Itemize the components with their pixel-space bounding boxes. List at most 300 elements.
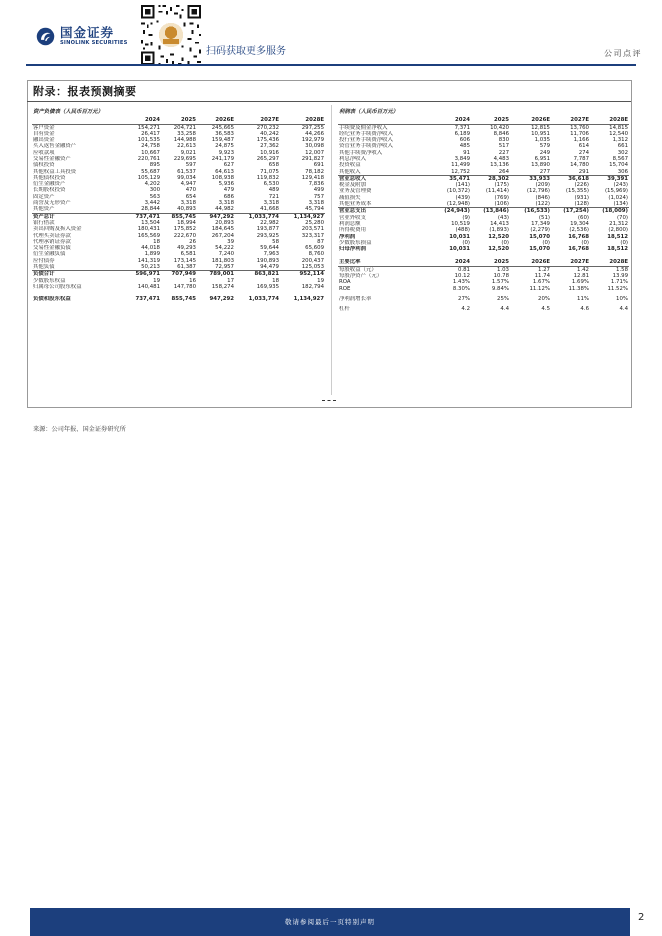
row-value: 54,222	[215, 245, 234, 252]
row-value: (2,536)	[569, 227, 589, 234]
row-value: (9)	[462, 214, 470, 221]
row-value: (106)	[494, 201, 509, 208]
row-value: 1.69%	[571, 279, 589, 286]
row-value: 1,035	[534, 137, 550, 144]
row-value: 25%	[497, 295, 509, 302]
row-value: 227	[498, 149, 509, 156]
row-label: 长期股权投资	[33, 187, 66, 194]
row-value: 78,182	[305, 168, 325, 175]
row-value: 863,821	[235, 271, 280, 278]
row-value: 33,933	[510, 175, 551, 182]
row-value: (0)	[462, 239, 470, 246]
row-value: 154,271	[137, 124, 160, 131]
table-row	[32, 206, 325, 213]
row-label: 买入返售金融资产	[33, 143, 77, 150]
row-value: 479	[223, 187, 234, 194]
row-value: 10,667	[141, 149, 160, 156]
row-value: 28,844	[141, 206, 160, 213]
row-value: 499	[313, 187, 325, 194]
row-value: 1,134,927	[293, 296, 325, 303]
income-statement-table	[338, 107, 629, 313]
row-value: 1.57%	[491, 279, 509, 286]
row-value: 757	[313, 193, 325, 200]
row-label: 所得税费用	[339, 227, 366, 234]
row-value: 291	[578, 168, 589, 175]
ratios-title: 主要比率	[338, 259, 433, 266]
row-value: 1.71%	[610, 279, 629, 286]
row-value: (70)	[616, 214, 629, 221]
balance-sheet-table	[32, 107, 325, 303]
row-value: 7,963	[263, 251, 279, 258]
row-value: 175,436	[256, 137, 279, 144]
year-header: 2027E	[551, 259, 590, 266]
row-value: 141,319	[137, 257, 160, 264]
row-label: 经纪业务手续费净收入	[339, 130, 393, 137]
row-label: 其他手续费净收入	[339, 149, 383, 156]
row-value: (2,800)	[608, 227, 629, 234]
row-value: (18,009)	[590, 208, 629, 215]
table-row	[338, 169, 629, 176]
row-value: 270,232	[256, 124, 279, 131]
row-value: 16	[189, 277, 196, 284]
row-value: 49,293	[177, 245, 196, 252]
row-value: 5,936	[218, 181, 234, 188]
row-value: (0)	[542, 239, 550, 246]
row-label: 代理买卖证券款	[33, 232, 71, 239]
row-label: 每股净资产（元）	[339, 273, 383, 280]
row-value: (243)	[613, 182, 629, 189]
row-value: 485	[459, 143, 470, 150]
row-label: 业务及管理费	[339, 188, 372, 195]
row-value: 302	[617, 149, 629, 156]
row-value: 24,875	[215, 143, 234, 150]
table-row	[32, 264, 325, 271]
row-value: 7,371	[454, 124, 470, 131]
row-value: 4.6	[580, 306, 589, 313]
row-value: (175)	[494, 182, 509, 189]
row-value: 4,947	[180, 181, 196, 188]
row-value: 18	[153, 238, 160, 245]
row-value: (12,948)	[446, 201, 470, 208]
row-label: 利润总额	[339, 220, 361, 227]
balance-sheet-title: 资产负债表（人民币百万元）	[33, 108, 104, 115]
row-value: 64,613	[215, 168, 234, 175]
row-value: 101,535	[137, 137, 160, 144]
table-row	[338, 266, 629, 273]
column-divider	[331, 105, 332, 395]
row-label: ROA	[339, 279, 351, 286]
row-label: 自有资金	[33, 130, 55, 137]
row-value: 13,760	[570, 124, 589, 131]
row-label: 代理承销证券款	[33, 238, 71, 245]
row-value: (141)	[455, 182, 470, 189]
row-value: (439)	[455, 194, 470, 201]
row-value: 182,794	[301, 283, 325, 290]
row-value: 200,437	[301, 257, 325, 264]
row-value: (122)	[535, 201, 550, 208]
row-value: 169,935	[256, 283, 279, 290]
row-value: 39,391	[590, 175, 629, 182]
row-value: 204,721	[173, 124, 196, 131]
row-value: 10.78	[493, 273, 509, 280]
row-label: 其他债权投资	[33, 174, 66, 181]
appendix-title: 附录：报表预测摘要	[33, 85, 137, 98]
row-value: 8,567	[612, 155, 629, 162]
row-value: 190,893	[256, 257, 279, 264]
row-value: 36,583	[215, 130, 234, 137]
row-value: 245,665	[211, 124, 234, 131]
row-value: 105,129	[137, 174, 160, 181]
row-value: 264	[498, 168, 509, 175]
row-value: 180,431	[137, 226, 160, 233]
row-label: 负债合计	[32, 271, 125, 278]
row-value: 39	[227, 238, 234, 245]
row-value: 19	[317, 277, 325, 284]
row-value: 11%	[577, 295, 589, 302]
row-value: 627	[223, 162, 234, 169]
row-value: 13,504	[141, 219, 160, 226]
row-value: 18	[272, 277, 279, 284]
row-label: 固定资产	[33, 193, 55, 200]
row-value: (209)	[535, 182, 550, 189]
row-value: 65,609	[305, 245, 325, 252]
company-name-en: SINOLINK SECURITIES	[60, 40, 128, 46]
row-value: 306	[617, 168, 629, 175]
row-label: 应付债券	[33, 257, 55, 264]
income-statement-header-row	[338, 117, 629, 124]
row-value: (16,533)	[510, 208, 551, 215]
row-value: (12,796)	[526, 188, 550, 195]
row-value: 33,258	[177, 130, 196, 137]
row-value: 58	[272, 238, 279, 245]
table-row	[338, 124, 629, 131]
year-header: 2024	[433, 259, 471, 266]
row-value: 12.81	[573, 273, 589, 280]
row-value: 15,070	[529, 246, 550, 253]
table-row	[338, 201, 629, 208]
table-row	[32, 271, 325, 278]
row-value: 11,499	[451, 162, 470, 169]
balance-sheet-header-row	[32, 117, 325, 124]
row-value: (15,969)	[604, 188, 629, 195]
row-value: 129,418	[301, 174, 325, 181]
table-row	[32, 296, 325, 302]
row-value: 20,893	[215, 219, 234, 226]
row-value: 3,318	[218, 200, 234, 207]
row-value: 71,075	[260, 168, 279, 175]
row-value: 1,134,927	[280, 213, 325, 220]
row-value: 22,982	[260, 219, 279, 226]
row-value: 658	[268, 162, 279, 169]
row-label: 卖出回购及拆入资金	[33, 226, 82, 233]
row-value: 267,204	[211, 232, 234, 239]
spacer-row	[338, 252, 629, 259]
row-value: 10,916	[260, 149, 279, 156]
row-value: (43)	[497, 214, 509, 221]
row-value: 159,487	[211, 137, 234, 144]
year-header: 2026E	[510, 259, 551, 266]
row-value: (11,414)	[485, 188, 509, 195]
row-value: 947,292	[209, 296, 234, 303]
row-value: 241,179	[211, 155, 234, 162]
row-label: 资管业务手续费净收入	[339, 143, 393, 150]
row-value: 11,706	[570, 130, 589, 137]
row-value: 1.58	[616, 266, 629, 273]
row-value: 1.43%	[452, 279, 470, 286]
row-value: 10,519	[451, 220, 470, 227]
year-header: 2027E	[551, 117, 590, 124]
row-value: (24,943)	[433, 208, 471, 215]
row-value: 11.52%	[607, 285, 629, 292]
row-value: 686	[223, 193, 234, 200]
row-value: 140,481	[137, 283, 160, 290]
source-note: 来源：公司年报、国金证券研究所	[33, 426, 126, 433]
row-label: 交易性金融负债	[33, 245, 71, 252]
row-value: 61,387	[177, 264, 196, 271]
income-statement-title: 利润表（人民币百万元）	[339, 108, 399, 115]
row-value: (769)	[494, 194, 509, 201]
row-value: 125,053	[301, 264, 325, 271]
row-label: 交易性金融资产	[33, 155, 71, 162]
table-row	[32, 213, 325, 220]
row-value: 4,483	[493, 155, 509, 162]
row-value: 18,512	[607, 246, 629, 253]
row-value: 691	[313, 162, 325, 169]
row-value: 24,758	[141, 143, 160, 150]
row-value: 15,070	[529, 233, 550, 240]
row-value: (226)	[574, 182, 589, 189]
row-value: (134)	[613, 201, 629, 208]
row-value: 265,297	[256, 155, 279, 162]
row-value: 18,994	[177, 219, 196, 226]
row-value: 1,033,774	[235, 213, 280, 220]
row-label: 少数股东损益	[339, 239, 372, 246]
row-value: 12,540	[609, 130, 629, 137]
year-header: 2026E	[197, 117, 235, 124]
year-header: 2027E	[235, 117, 280, 124]
row-value: 220,761	[137, 155, 160, 162]
table-row	[338, 175, 629, 182]
row-value: 606	[459, 137, 470, 144]
row-value: (51)	[538, 214, 550, 221]
row-value: 597	[185, 162, 196, 169]
row-label: 债权投资	[33, 162, 55, 169]
row-label: 利息净收入	[339, 155, 366, 162]
row-value: 7,240	[218, 251, 234, 258]
year-header: 2028E	[590, 259, 629, 266]
row-value: 16,768	[568, 233, 589, 240]
company-name-cn: 国金证券	[60, 25, 115, 40]
row-label: 客户资金	[33, 124, 55, 131]
ratios-header-row	[338, 259, 629, 266]
row-value: 184,645	[211, 226, 234, 233]
row-label: 衍生金融负债	[33, 251, 66, 258]
row-label: 净利润增长率	[339, 295, 372, 302]
row-value: 6,189	[454, 130, 470, 137]
row-value: 17	[227, 277, 234, 284]
spacer-cell	[338, 252, 629, 259]
row-value: 17,349	[531, 220, 550, 227]
row-value: 61,537	[177, 168, 196, 175]
row-value: 44,018	[141, 245, 160, 252]
footer-disclaimer-link[interactable]: 敬请参阅最后一页特别声明	[285, 918, 375, 926]
row-label: 减值损失	[339, 194, 361, 201]
row-value: 36,618	[551, 175, 590, 182]
row-label: 手续费及佣金净收入	[339, 124, 388, 131]
row-value: 12,752	[451, 168, 470, 175]
row-value: 8,846	[493, 130, 509, 137]
row-value: 25,280	[305, 219, 325, 226]
row-value: 8,760	[308, 251, 325, 258]
row-value: 1,899	[144, 251, 160, 258]
row-value: 517	[498, 143, 509, 150]
row-label: 其他收入	[339, 168, 361, 175]
row-value: 737,471	[125, 213, 161, 220]
row-value: 20%	[538, 295, 550, 302]
row-value: 40,242	[260, 130, 279, 137]
row-value: 1.03	[496, 266, 509, 273]
row-value: (0)	[620, 239, 629, 246]
row-value: 12,520	[488, 233, 509, 240]
row-value: 19,304	[570, 220, 589, 227]
row-value: 293,925	[256, 232, 279, 239]
row-value: 3,318	[308, 200, 325, 207]
row-value: 27,362	[260, 143, 279, 150]
row-value: 489	[268, 187, 279, 194]
row-value: 4,202	[144, 181, 160, 188]
row-value: 952,114	[280, 271, 325, 278]
header-blank-cell	[32, 117, 125, 124]
row-label: 负债和股东权益	[33, 296, 71, 303]
row-label: 其他负债	[33, 264, 55, 271]
row-value: (10,372)	[446, 188, 470, 195]
row-value: (846)	[535, 194, 550, 201]
row-label: 杠杆	[339, 306, 350, 313]
row-value: 119,832	[256, 174, 279, 181]
row-value: 11.38%	[568, 285, 589, 292]
year-header: 2026E	[510, 117, 551, 124]
row-value: 12,520	[488, 246, 509, 253]
year-header: 2024	[433, 117, 471, 124]
row-label: 归属母公司股东权益	[33, 283, 82, 290]
row-value: 45,794	[305, 206, 325, 213]
row-value: 14,413	[490, 220, 509, 227]
row-value: 55,687	[141, 168, 160, 175]
row-value: 9,021	[180, 149, 196, 156]
row-value: 99,034	[177, 174, 196, 181]
row-value: 15,704	[609, 162, 629, 169]
row-value: 26,417	[141, 130, 160, 137]
row-value: 144,988	[173, 137, 196, 144]
row-value: 1,166	[573, 137, 589, 144]
appendix-title-divider	[27, 101, 631, 102]
row-value: 91	[463, 149, 470, 156]
row-value: 11.12%	[529, 285, 550, 292]
row-value: 173,145	[173, 257, 196, 264]
table-end-dash	[322, 400, 336, 401]
row-value: 1,033,774	[248, 296, 279, 303]
sinolink-logo	[36, 26, 128, 47]
row-value: 277	[539, 168, 550, 175]
row-value: (15,355)	[565, 188, 589, 195]
row-label: 其他资产	[33, 206, 55, 213]
row-value: 87	[317, 238, 325, 245]
row-value: 193,877	[256, 226, 279, 233]
row-value: 10.12	[454, 273, 470, 280]
row-value: 158,274	[211, 283, 234, 290]
row-value: 4.4	[500, 306, 509, 313]
row-value: 737,471	[135, 296, 160, 303]
row-value: 1.42	[576, 266, 589, 273]
row-value: 27%	[458, 295, 470, 302]
row-label: 归母净利润	[339, 246, 366, 253]
row-label: 投行业务手续费净收入	[339, 137, 393, 144]
row-value: 4.4	[619, 306, 629, 313]
row-value: 6,581	[180, 251, 196, 258]
row-label: ROE	[339, 285, 351, 292]
row-value: (60)	[577, 214, 589, 221]
row-value: 4.2	[461, 306, 470, 313]
row-value: 707,949	[161, 271, 197, 278]
row-value: 16,768	[568, 246, 589, 253]
year-header: 2028E	[590, 117, 629, 124]
row-label: 其他业务成本	[339, 201, 372, 208]
table-row	[338, 208, 629, 215]
row-label: 衍生金融资产	[33, 181, 66, 188]
row-value: 3,442	[144, 200, 160, 207]
row-label: 营业总支出	[338, 208, 433, 215]
row-value: 44,982	[215, 206, 234, 213]
row-value: (0)	[581, 239, 589, 246]
scan-for-services-text: 扫码获取更多服务	[206, 46, 286, 57]
row-value: 1.27	[537, 266, 550, 273]
row-value: 3,318	[263, 200, 279, 207]
row-value: 59,644	[260, 245, 279, 252]
header-blank-cell	[338, 117, 433, 124]
row-value: 14,780	[570, 162, 589, 169]
row-value: 789,001	[197, 271, 235, 278]
row-value: 147,780	[173, 283, 196, 290]
row-value: 9,923	[218, 149, 234, 156]
row-value: (1,024)	[608, 194, 629, 201]
page-header	[0, 0, 662, 75]
row-value: 229,695	[173, 155, 196, 162]
row-value: 12,007	[305, 149, 325, 156]
table-row	[338, 306, 629, 312]
year-header: 2025	[471, 117, 510, 124]
page-number: 2	[638, 912, 645, 923]
row-value: 10,951	[531, 130, 550, 137]
row-value: 40,893	[177, 206, 196, 213]
row-value: 323,317	[301, 232, 325, 239]
row-value: 661	[617, 143, 629, 150]
row-label: 融出资金	[33, 137, 55, 144]
row-value: 249	[539, 149, 550, 156]
row-value: 108,938	[211, 174, 234, 181]
row-value: (488)	[455, 227, 470, 234]
year-header: 2025	[161, 117, 197, 124]
row-value: 721	[268, 193, 279, 200]
row-value: 563	[149, 193, 160, 200]
row-value: 28,302	[471, 175, 510, 182]
row-value: 596,971	[125, 271, 161, 278]
row-label: 每股收益（元）	[339, 266, 377, 273]
row-label: 资产总计	[32, 213, 125, 220]
footer-bar	[30, 908, 630, 936]
row-label: 应收款项	[33, 149, 55, 156]
row-value: (13,846)	[471, 208, 510, 215]
row-value: 35,471	[433, 175, 471, 182]
